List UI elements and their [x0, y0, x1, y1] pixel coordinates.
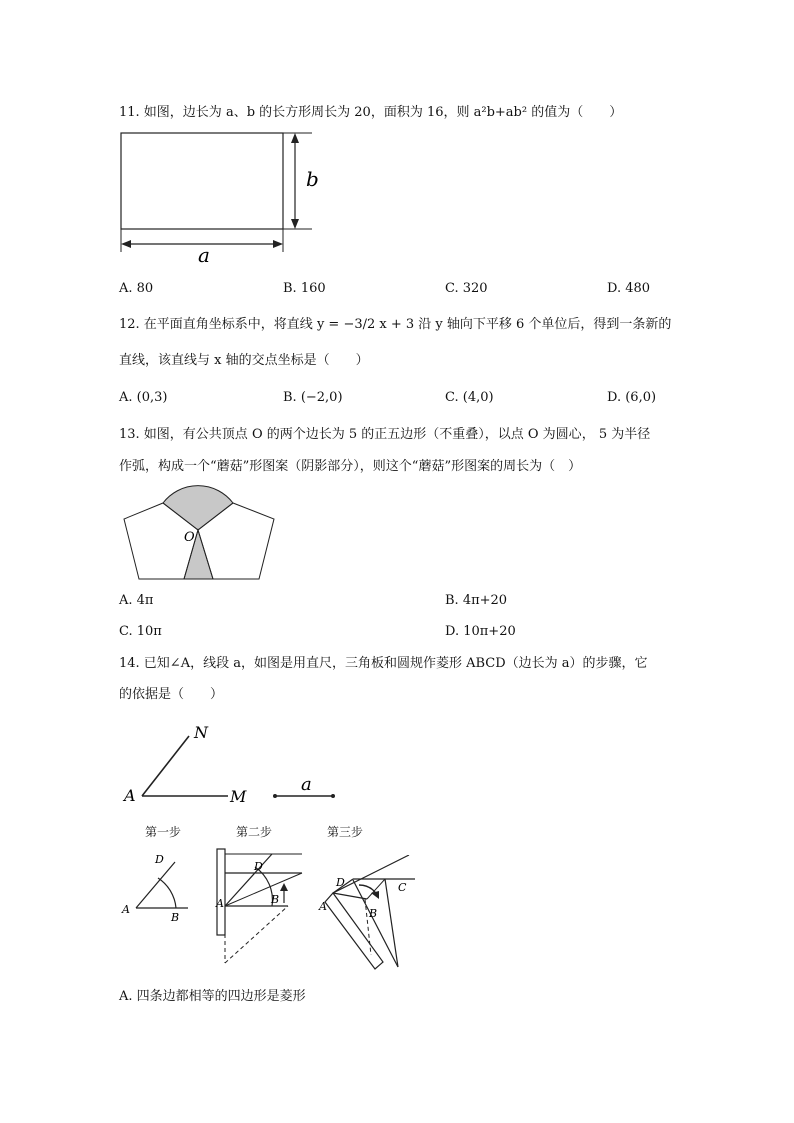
q14-step3-caption: 第三步 [327, 825, 364, 839]
q13-stem-line1: 13. 如图，有公共顶点 O 的两个边长为 5 的正五边形（不重叠），以点 O 为圆心， 5 为半径 [119, 427, 651, 442]
q14-step2-caption: 第二步 [236, 825, 273, 839]
q11-rectangle-figure [112, 128, 327, 268]
q14-label-N: N [194, 723, 208, 742]
q14-step1-label-D: D [155, 853, 164, 866]
q12-stem-line2: 直线，该直线与 x 轴的交点坐标是（ ） [119, 353, 369, 368]
q11-option-a[interactable]: A. 80 [119, 281, 154, 296]
q12-option-d[interactable]: D. (6,0) [607, 390, 657, 405]
q14-step3-label-C: C [398, 881, 407, 894]
q11-label-a: a [198, 243, 210, 267]
q14-label-A: A [124, 786, 136, 805]
q13-option-c[interactable]: C. 10π [119, 624, 162, 639]
q11-option-b[interactable]: B. 160 [283, 281, 326, 296]
q13-mushroom-figure [116, 478, 284, 584]
q14-step2-label-D: D [254, 860, 263, 873]
q14-label-a: a [301, 774, 312, 795]
q11-option-c[interactable]: C. 320 [445, 281, 488, 296]
q14-step3-figure [305, 855, 420, 975]
q14-step3-label-B: B [369, 907, 378, 920]
q13-option-b[interactable]: B. 4π+20 [445, 593, 508, 608]
q14-step1-label-B: B [171, 911, 180, 924]
q11-stem: 11. 如图，边长为 a、b 的长方形周长为 20，面积为 16，则 a²b+ab² 的值为（ ） [119, 105, 623, 120]
q14-step3-label-D: D [336, 876, 345, 889]
q14-step1-caption: 第一步 [145, 825, 182, 839]
q14-step1-figure [118, 848, 198, 928]
q12-stem-line1: 12. 在平面直角坐标系中，将直线 y = −3/2 x + 3 沿 y 轴向下平移 6 个单位后，得到一条新的 [119, 317, 672, 332]
q13-label-o: O [184, 530, 195, 545]
q11-label-b: b [306, 167, 319, 191]
q12-option-a[interactable]: A. (0,3) [119, 390, 168, 405]
q14-step2-label-A: A [216, 897, 224, 910]
q11-option-d[interactable]: D. 480 [607, 281, 651, 296]
q14-given-figure [118, 722, 358, 812]
q14-stem-line2: 的依据是（ ） [119, 687, 224, 702]
q14-step3-label-A: A [319, 900, 327, 913]
q13-option-a[interactable]: A. 4π [119, 593, 154, 608]
q14-step1-label-A: A [122, 903, 130, 916]
q12-option-c[interactable]: C. (4,0) [445, 390, 494, 405]
q13-option-d[interactable]: D. 10π+20 [445, 624, 516, 639]
q14-label-M: M [230, 787, 247, 806]
q14-step2-figure [210, 845, 310, 970]
q14-stem-line1: 14. 已知∠A，线段 a，如图是用直尺，三角板和圆规作菱形 ABCD（边长为 a）的步骤，它 [119, 656, 648, 671]
q13-stem-line2: 作弧，构成一个“蘑菇”形图案（阴影部分），则这个“蘑菇”形图案的周长为（ ） [119, 459, 582, 474]
q14-step2-label-B: B [271, 893, 280, 906]
q12-option-b[interactable]: B. (−2,0) [283, 390, 343, 405]
q14-option-a[interactable]: A. 四条边都相等的四边形是菱形 [119, 989, 306, 1004]
